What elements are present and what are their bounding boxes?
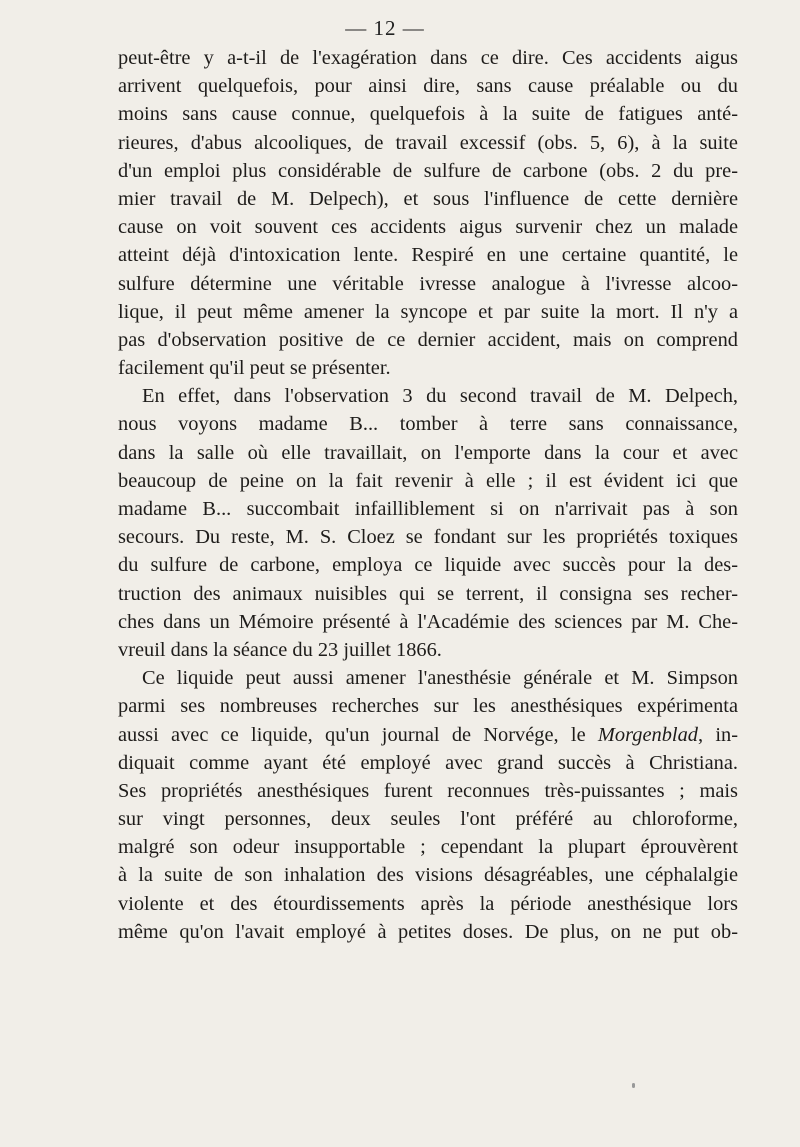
text-line: diquait comme ayant été employé avec grand succès à Christiana. bbox=[118, 751, 738, 774]
text-line: madame B... succombait infailliblement si on n'arrivait pas à son bbox=[118, 498, 738, 520]
text-line: atteint déjà d'intoxication lente. Respiré en une certaine quantité, le bbox=[118, 244, 738, 267]
text-line: Ce liquide peut aussi amener l'anesthésie générale et M. Simpson bbox=[142, 667, 738, 690]
text-line: secours. Du reste, M. S. Cloez se fondant sur les propriétés toxiques bbox=[118, 526, 738, 549]
text-line: sur vingt personnes, deux seules l'ont préféré au chloroforme, bbox=[118, 808, 738, 831]
text-line: vreuil dans la séance du 23 juillet 1866. bbox=[118, 638, 442, 661]
text-line: nous voyons madame B... tomber à terre sans connaissance, bbox=[118, 413, 738, 436]
text-line: ches dans un Mémoire présenté à l'Académie des sciences par M. Che- bbox=[118, 610, 738, 633]
text-line: rieures, d'abus alcooliques, de travail excessif (obs. 5, 6), à la suite bbox=[118, 131, 738, 154]
paper-speck bbox=[632, 1083, 635, 1088]
text-line: mier travail de M. Delpech), et sous l'influence de cette dernière bbox=[118, 187, 738, 210]
text-line: même qu'on l'avait employé à petites doses. De plus, on ne put ob- bbox=[118, 920, 738, 943]
text-line: arrivent quelquefois, pour ainsi dire, sans cause préalable ou du bbox=[118, 75, 738, 98]
text-line: cause on voit souvent ces accidents aigus survenir chez un malade bbox=[118, 216, 738, 239]
page-number: — 12 — bbox=[345, 16, 425, 40]
text-line: à la suite de son inhalation des visions désagréables, une céphalalgie bbox=[118, 864, 738, 887]
text-line: malgré son odeur insupportable ; cependant la plupart éprouvèrent bbox=[118, 836, 738, 859]
text-line: aussi avec ce liquide, qu'un journal de Norvége, le Morgenblad, in- bbox=[118, 723, 738, 746]
text-line: pas d'observation positive de ce dernier accident, mais on comprend bbox=[118, 328, 738, 351]
italic-title: Morgenblad bbox=[597, 723, 698, 746]
text-line: dans la salle où elle travaillait, on l'emporte dans la cour et avec bbox=[118, 441, 738, 464]
text-line: truction des animaux nuisibles qui se terrent, il consigna ses recher- bbox=[118, 582, 738, 605]
text-line: Ses propriétés anesthésiques furent reconnues très-puissantes ; mais bbox=[118, 779, 738, 802]
text-line: beaucoup de peine on la fait revenir à elle ; il est évident ici que bbox=[118, 469, 738, 492]
text-line: d'un emploi plus considérable de sulfure de carbone (obs. 2 du pre- bbox=[118, 159, 738, 182]
body-text bbox=[118, 44, 738, 946]
text-line: En effet, dans l'observation 3 du second travail de M. Delpech, bbox=[142, 385, 738, 408]
text-line: facilement qu'il peut se présenter. bbox=[118, 357, 391, 380]
text-line: lique, il peut même amener la syncope et par suite la mort. Il n'y a bbox=[118, 300, 738, 323]
text-line: du sulfure de carbone, employa ce liquide avec succès pour la des- bbox=[118, 554, 738, 577]
text-line: sulfure détermine une véritable ivresse analogue à l'ivresse alcoo- bbox=[118, 272, 738, 295]
text-line: parmi ses nombreuses recherches sur les anesthésiques expérimenta bbox=[118, 695, 738, 718]
text-line: violente et des étourdissements après la période anesthésique lors bbox=[118, 892, 738, 915]
text-line: peut-être y a-t-il de l'exagération dans ce dire. Ces accidents aigus bbox=[118, 47, 738, 69]
text-line: moins sans cause connue, quelquefois à la suite de fatigues anté- bbox=[118, 103, 738, 126]
